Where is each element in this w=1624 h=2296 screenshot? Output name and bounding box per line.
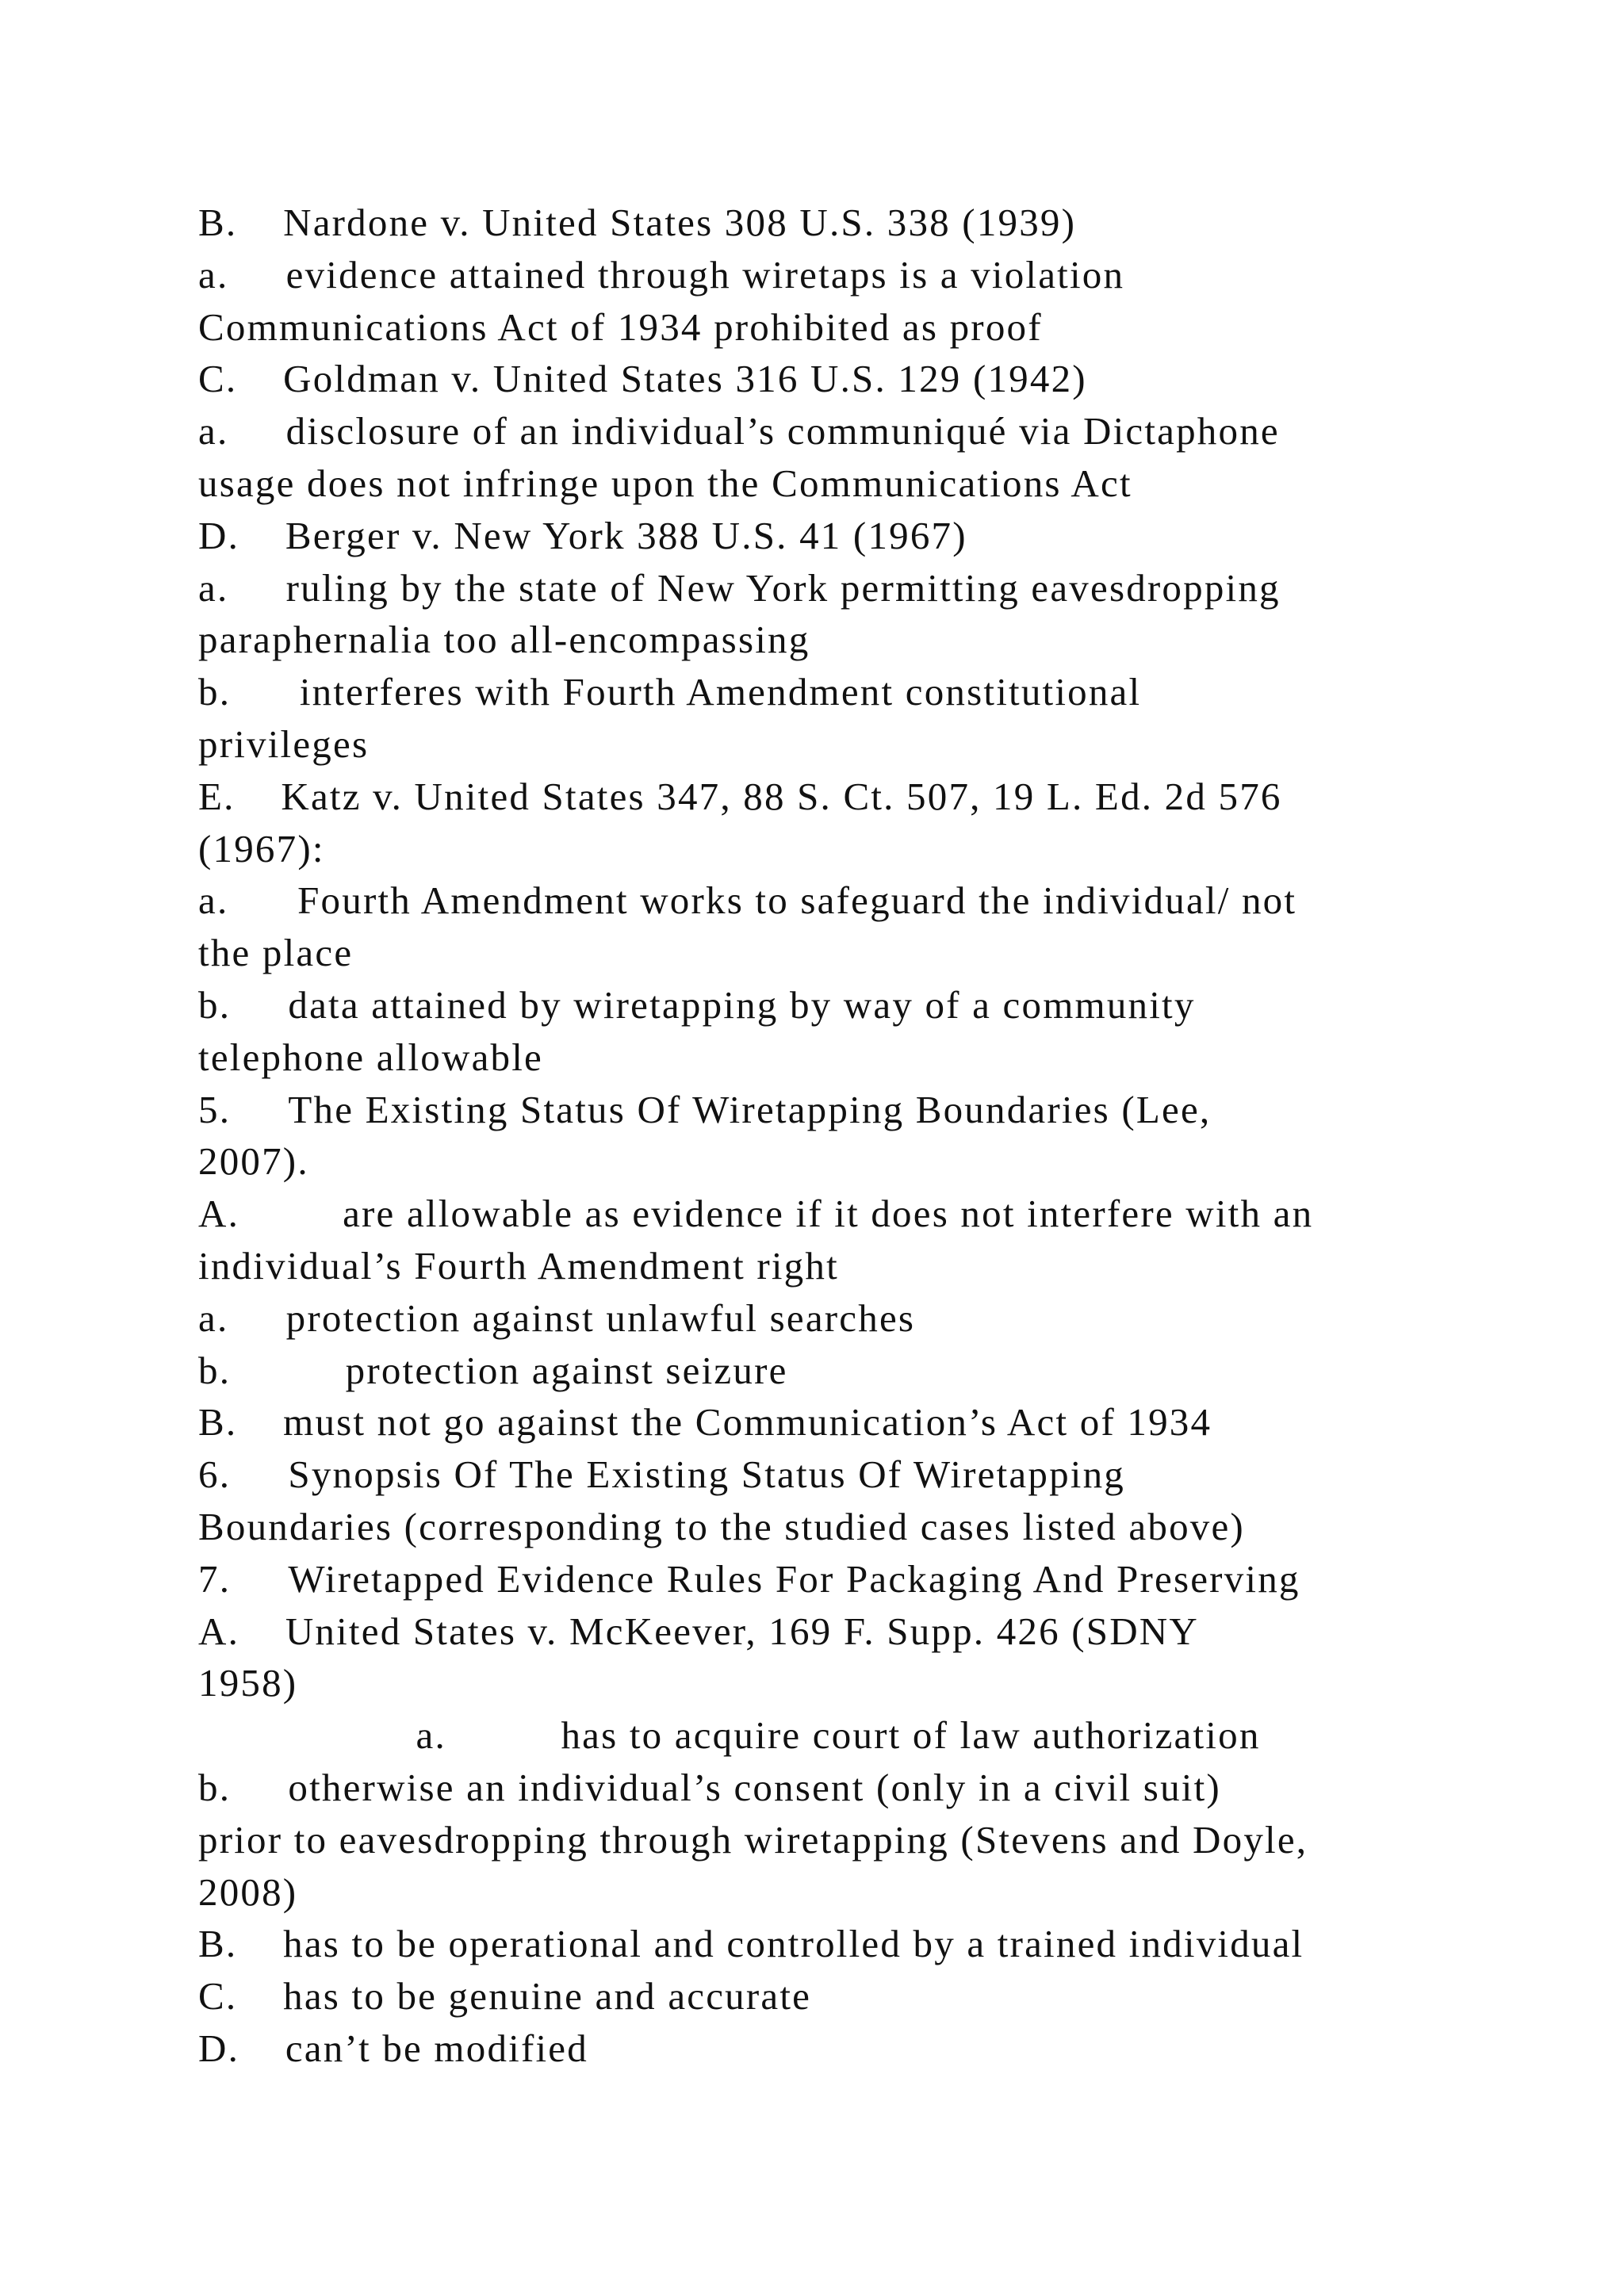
text-line: 6. Synopsis Of The Existing Status Of Wiretapping [198,1452,1125,1497]
text-line: E. Katz v. United States 347, 88 S. Ct. 507, 19 L. Ed. 2d 576 [198,774,1282,818]
text-line: A. United States v. McKeever, 169 F. Supp. 426 (SDNY [198,1609,1199,1653]
text-line: b. protection against seizure [198,1348,788,1392]
text-line: a. ruling by the state of New York permitting eavesdropping [198,565,1281,610]
text-line: 2007). [198,1139,309,1184]
text-line: 7. Wiretapped Evidence Rules For Packaging And Preserving [198,1556,1300,1601]
text-line: telephone allowable [198,1035,543,1079]
text-line: B. has to be operational and controlled by a trained individual [198,1922,1304,1966]
text-line: a. protection against unlawful searches [198,1295,916,1340]
text-line: a. has to acquire court of law authorization [198,1713,1261,1758]
text-line: a. disclosure of an individual’s communiqué via Dictaphone [198,409,1280,453]
text-line: b. otherwise an individual’s consent (only in a civil suit) [198,1765,1221,1809]
text-line: C. Goldman v. United States 316 U.S. 129 (1942) [198,357,1087,401]
text-line: B. must not go against the Communication’s Act of 1934 [198,1400,1212,1445]
text-line: Communications Act of 1934 prohibited as proof [198,304,1043,349]
text-line: b. data attained by wiretapping by way of a community [198,982,1196,1027]
text-line: a. evidence attained through wiretaps is a violation [198,252,1125,297]
text-line: prior to eavesdropping through wiretapping (Stevens and Doyle, [198,1817,1308,1862]
text-line: privileges [198,721,370,766]
text-line: a. Fourth Amendment works to safeguard the individual/ not [198,878,1297,923]
text-line: paraphernalia too all-encompassing [198,618,810,662]
text-line: B. Nardone v. United States 308 U.S. 338 (1939) [198,201,1077,244]
text-line: 2008) [198,1869,298,1914]
text-line: 1958) [198,1661,298,1705]
text-line: 5. The Existing Status Of Wiretapping Boundaries (Lee, [198,1087,1212,1131]
text-line: (1967): [198,826,325,871]
text-line: b. interferes with Fourth Amendment constitutional [198,670,1142,714]
text-line: D. can’t be modified [198,2026,588,2070]
text-line: D. Berger v. New York 388 U.S. 41 (1967) [198,513,967,557]
outline-text [198,197,1483,2075]
text-line: usage does not infringe upon the Communications Act [198,461,1132,505]
text-line: C. has to be genuine and accurate [198,1974,812,2019]
text-line: individual’s Fourth Amendment right [198,1243,839,1288]
text-line: A. are allowable as evidence if it does not interfere with an [198,1192,1314,1236]
text-line: Boundaries (corresponding to the studied cases listed above) [198,1504,1245,1548]
text-line: the place [198,931,354,975]
